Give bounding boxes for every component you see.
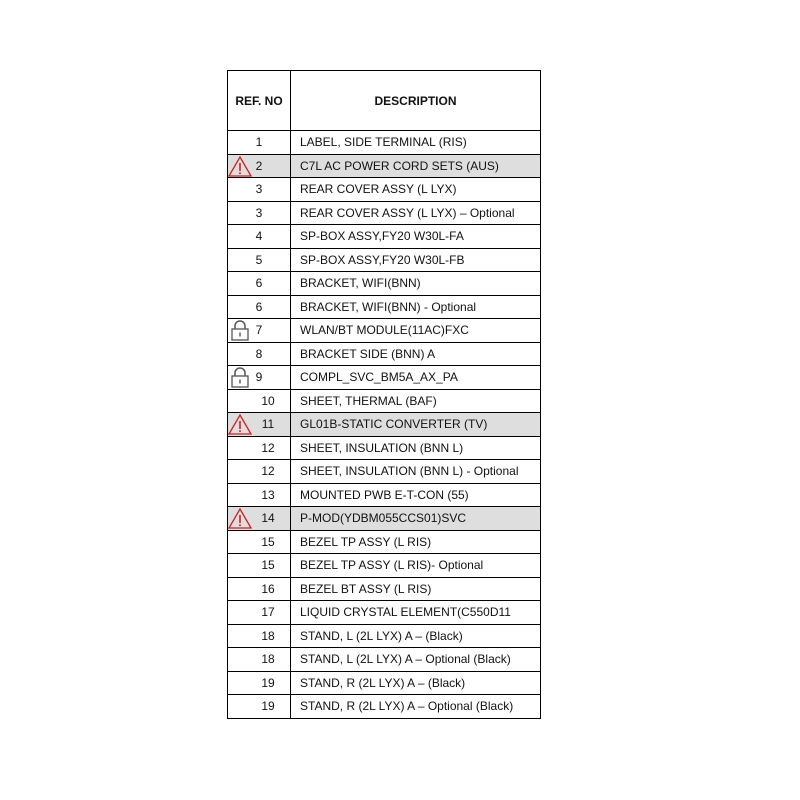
description-cell: WLAN/BT MODULE(11AC)FXC xyxy=(291,319,541,342)
ref-number: 4 xyxy=(255,229,263,244)
description-cell: LIQUID CRYSTAL ELEMENT(C550D11 xyxy=(291,601,541,624)
ref-number: 11 xyxy=(261,417,275,432)
table-row xyxy=(228,366,541,390)
table-row xyxy=(228,625,541,649)
ref-cell xyxy=(228,413,291,436)
description-cell: MOUNTED PWB E-T-CON (55) xyxy=(291,484,541,507)
table-row xyxy=(228,249,541,273)
description-cell: COMPL_SVC_BM5A_AX_PA xyxy=(291,366,541,389)
description-header: DESCRIPTION xyxy=(291,71,541,130)
ref-number: 12 xyxy=(261,464,275,479)
description-cell: STAND, L (2L LYX) A – (Black) xyxy=(291,625,541,648)
ref-number: 8 xyxy=(255,346,263,361)
ref-number: 10 xyxy=(261,393,275,408)
ref-number: 17 xyxy=(261,605,275,620)
ref-number: 13 xyxy=(261,487,275,502)
ref-number: 12 xyxy=(261,440,275,455)
ref-cell xyxy=(228,672,291,695)
ref-cell xyxy=(228,625,291,648)
table-row xyxy=(228,131,541,155)
description-cell: STAND, R (2L LYX) A – (Black) xyxy=(291,672,541,695)
ref-number: 6 xyxy=(255,299,263,314)
ref-number: 7 xyxy=(255,323,263,338)
ref-cell xyxy=(228,507,291,530)
description-cell: BRACKET SIDE (BNN) A xyxy=(291,343,541,366)
ref-number: 19 xyxy=(261,675,275,690)
description-cell: BEZEL TP ASSY (L RIS) xyxy=(291,531,541,554)
description-cell: LABEL, SIDE TERMINAL (RIS) xyxy=(291,131,541,154)
ref-cell xyxy=(228,390,291,413)
table-row xyxy=(228,437,541,461)
ref-cell xyxy=(228,366,291,389)
ref-number: 3 xyxy=(255,205,263,220)
ref-cell xyxy=(228,202,291,225)
description-cell: STAND, L (2L LYX) A – Optional (Black) xyxy=(291,648,541,671)
ref-number: 3 xyxy=(255,182,263,197)
description-cell: REAR COVER ASSY (L LYX) xyxy=(291,178,541,201)
ref-number: 15 xyxy=(261,558,275,573)
table-row xyxy=(228,225,541,249)
warning-icon xyxy=(228,414,252,435)
ref-number: 19 xyxy=(261,699,275,714)
ref-cell xyxy=(228,225,291,248)
description-cell: SP-BOX ASSY,FY20 W30L-FA xyxy=(291,225,541,248)
ref-number: 1 xyxy=(255,135,263,150)
table-row xyxy=(228,178,541,202)
description-cell: BRACKET, WIFI(BNN) - Optional xyxy=(291,296,541,319)
ref-number: 14 xyxy=(261,511,275,526)
ref-cell xyxy=(228,554,291,577)
description-cell: GL01B-STATIC CONVERTER (TV) xyxy=(291,413,541,436)
description-cell: P-MOD(YDBM055CCS01)SVC xyxy=(291,507,541,530)
ref-cell xyxy=(228,319,291,342)
description-cell: SHEET, INSULATION (BNN L) xyxy=(291,437,541,460)
ref-cell xyxy=(228,343,291,366)
ref-cell xyxy=(228,695,291,718)
table-row xyxy=(228,554,541,578)
description-cell: C7L AC POWER CORD SETS (AUS) xyxy=(291,155,541,178)
table-row xyxy=(228,155,541,179)
ref-cell xyxy=(228,178,291,201)
ref-number: 16 xyxy=(261,581,275,596)
ref-cell xyxy=(228,155,291,178)
ref-number: 6 xyxy=(255,276,263,291)
table-row xyxy=(228,578,541,602)
description-cell: BRACKET, WIFI(BNN) xyxy=(291,272,541,295)
table-row xyxy=(228,507,541,531)
table-header xyxy=(228,71,541,131)
lock-icon xyxy=(228,320,252,341)
table-row xyxy=(228,390,541,414)
ref-cell xyxy=(228,131,291,154)
description-cell: SHEET, THERMAL (BAF) xyxy=(291,390,541,413)
parts-table xyxy=(227,70,541,719)
ref-cell xyxy=(228,484,291,507)
table-row xyxy=(228,202,541,226)
ref-cell xyxy=(228,296,291,319)
table-row xyxy=(228,601,541,625)
table-row xyxy=(228,648,541,672)
ref-number: 15 xyxy=(261,534,275,549)
table-row xyxy=(228,413,541,437)
ref-cell xyxy=(228,460,291,483)
ref-cell xyxy=(228,437,291,460)
ref-no-header: REF. NO xyxy=(228,71,291,130)
table-body xyxy=(228,131,541,719)
table-row xyxy=(228,531,541,555)
description-cell: REAR COVER ASSY (L LYX) – Optional xyxy=(291,202,541,225)
table-row xyxy=(228,672,541,696)
ref-number: 18 xyxy=(261,628,275,643)
ref-number: 2 xyxy=(255,158,263,173)
warning-icon xyxy=(228,508,252,529)
ref-cell xyxy=(228,272,291,295)
lock-icon xyxy=(228,367,252,388)
ref-cell xyxy=(228,531,291,554)
ref-number: 18 xyxy=(261,652,275,667)
ref-cell xyxy=(228,601,291,624)
ref-number: 5 xyxy=(255,252,263,267)
table-row xyxy=(228,460,541,484)
warning-icon xyxy=(228,156,252,177)
table-row xyxy=(228,695,541,719)
description-cell: SHEET, INSULATION (BNN L) - Optional xyxy=(291,460,541,483)
table-row xyxy=(228,319,541,343)
description-cell: BEZEL TP ASSY (L RIS)- Optional xyxy=(291,554,541,577)
description-cell: SP-BOX ASSY,FY20 W30L-FB xyxy=(291,249,541,272)
ref-cell xyxy=(228,249,291,272)
table-row xyxy=(228,296,541,320)
ref-number: 9 xyxy=(255,370,263,385)
table-row xyxy=(228,343,541,367)
table-row xyxy=(228,484,541,508)
table-row xyxy=(228,272,541,296)
description-cell: BEZEL BT ASSY (L RIS) xyxy=(291,578,541,601)
description-cell: STAND, R (2L LYX) A – Optional (Black) xyxy=(291,695,541,718)
ref-cell xyxy=(228,578,291,601)
ref-cell xyxy=(228,648,291,671)
